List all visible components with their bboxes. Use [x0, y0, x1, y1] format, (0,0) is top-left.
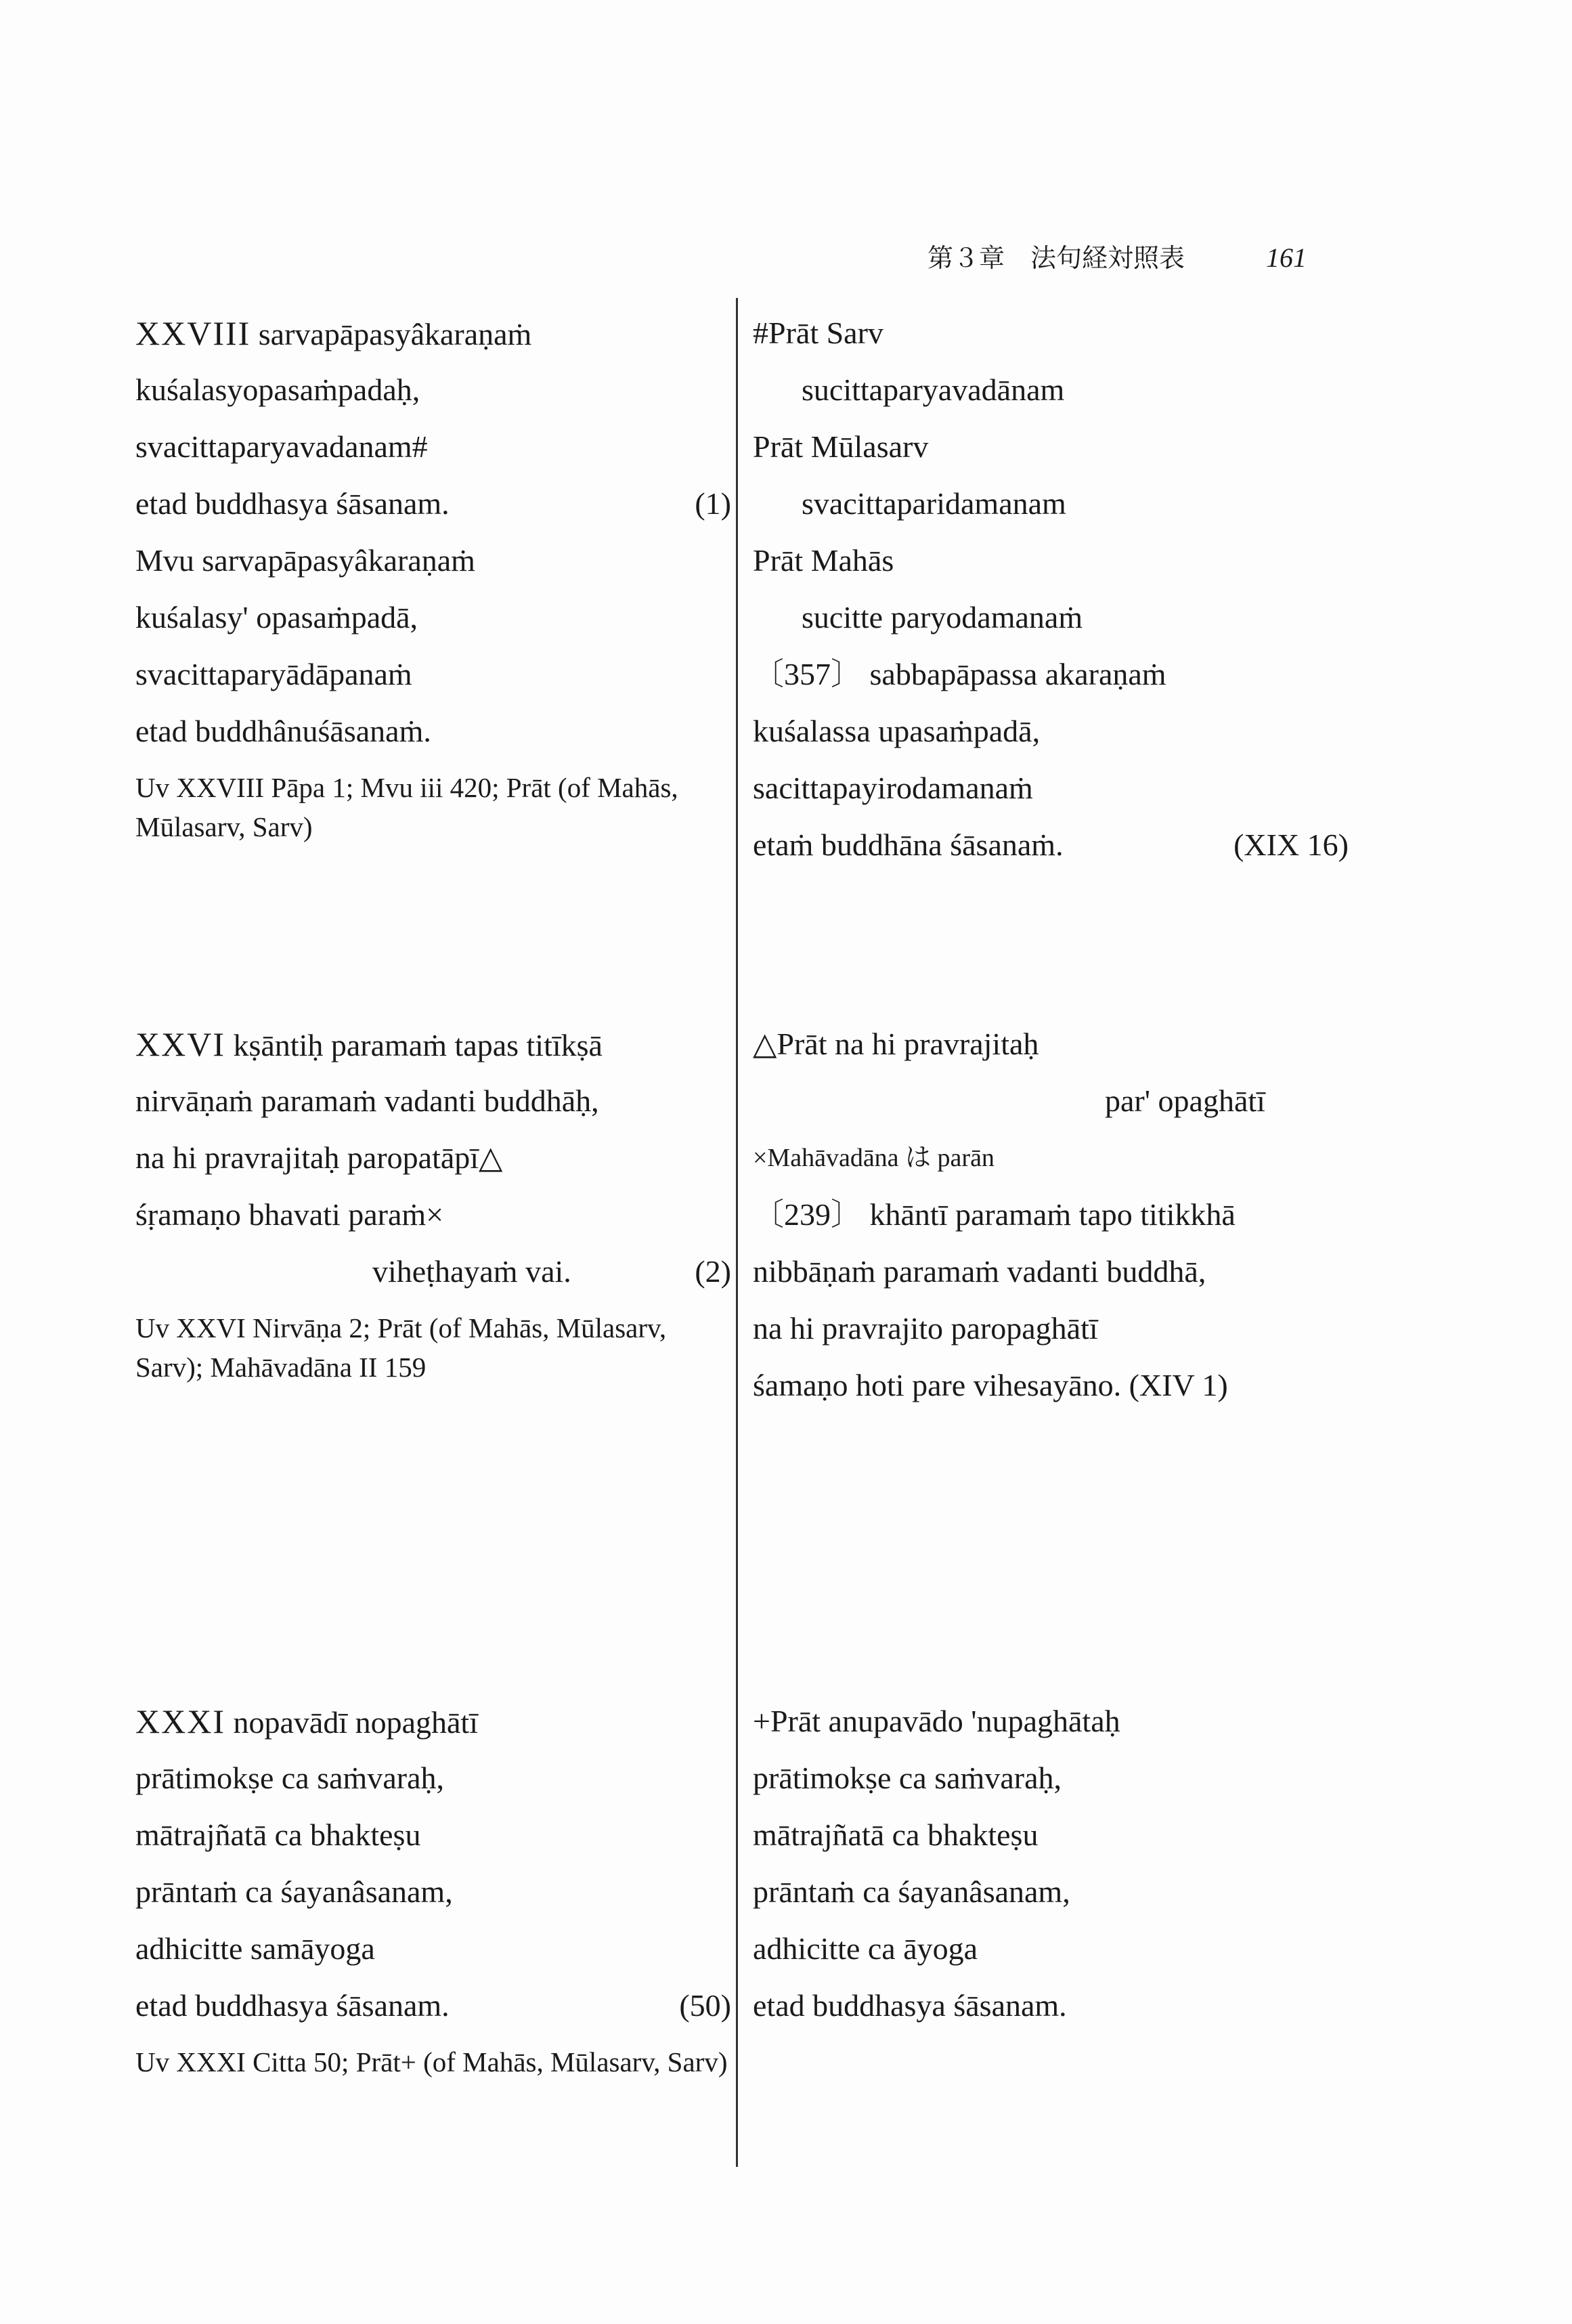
verse-line: svacittaparyādāpanaṁ — [135, 657, 412, 691]
verse-line: sucitte paryodamanaṁ — [802, 600, 1083, 634]
verse-line: śṛamaṇo bhavati paraṁ× — [135, 1197, 444, 1232]
verse-line: △Prāt na hi pravrajitaḥ — [753, 1027, 1039, 1061]
verse-line: etad buddhasya śāsanam. (50) — [135, 1977, 731, 2034]
verse-number: XXVI — [135, 1025, 225, 1063]
section-3-left — [135, 1693, 731, 2082]
verse-line: prāntaṁ ca śayanâsanam, — [135, 1874, 453, 1909]
verse-line: viheṭhayaṁ vai. (2) — [135, 1243, 731, 1300]
verse-line: prātimokṣe ca saṁvaraḥ, — [753, 1761, 1062, 1795]
section-1-right — [753, 305, 1349, 874]
verse-line: sucittaparyavadānam — [802, 372, 1065, 407]
verse-ref-number: (XIX 16) — [1233, 827, 1349, 862]
verse-number: XXVIII — [135, 314, 251, 352]
verse-line: etad buddhasya śāsanam. (1) — [135, 475, 731, 532]
verse-line: par' opaghātī — [1105, 1083, 1265, 1118]
reference-note: Uv XXXI Citta 50; Prāt+ (of Mahās, Mūlasarv, Sarv) — [135, 2046, 728, 2078]
column-divider — [736, 298, 738, 2167]
section-2-right — [753, 1016, 1349, 1414]
verse-line: prātimokṣe ca saṁvaraḥ, — [135, 1761, 444, 1795]
verse-line: XXVIII sarvapāpasyâkaraṇaṁ — [135, 314, 532, 352]
verse-line: na hi pravrajito paropaghātī — [753, 1311, 1098, 1346]
chapter-title: 第３章 法句経対照表 — [927, 244, 1185, 273]
verse-line: 〔357〕 sabbapāpassa akaraṇaṁ — [753, 657, 1166, 691]
verse-number: XXXI — [135, 1702, 225, 1740]
verse-line: śamaṇo hoti pare vihesayāno. (XIV 1) — [753, 1368, 1228, 1402]
section-2-left — [135, 1016, 731, 1387]
verse-line: adhicitte samāyoga — [135, 1931, 375, 1966]
verse-line: Prāt Mahās — [753, 543, 894, 578]
section-3-right — [753, 1693, 1349, 2034]
verse-line: kuśalasy' opasaṁpadā, — [135, 600, 418, 634]
verse-line: mātrajñatā ca bhakteṣu — [753, 1817, 1039, 1852]
verse-line: prāntaṁ ca śayanâsanam, — [753, 1874, 1070, 1909]
verse-line: sacittapayirodamanaṁ — [753, 771, 1033, 805]
verse-ref-number: (50) — [679, 1988, 731, 2023]
verse-line: #Prāt Sarv — [753, 316, 883, 350]
page-header — [927, 237, 1307, 274]
verse-line: Prāt Mūlasarv — [753, 429, 929, 464]
verse-line: nirvāṇaṁ paramaṁ vadanti buddhāḥ, — [135, 1083, 599, 1118]
verse-line: svacittaparyavadanam# — [135, 429, 428, 464]
verse-line: XXXI nopavādī nopaghātī — [135, 1702, 478, 1740]
verse-line: kuśalasyopasaṁpadaḥ, — [135, 372, 420, 407]
verse-line: XXVI kṣāntiḥ paramaṁ tapas titīkṣā — [135, 1025, 603, 1063]
verse-ref-number: (2) — [695, 1254, 731, 1289]
verse-line: adhicitte ca āyoga — [753, 1931, 978, 1966]
verse-line: 〔239〕 khāntī paramaṁ tapo titikkhā — [753, 1197, 1236, 1232]
verse-ref-number: (1) — [695, 486, 731, 521]
verse-line: etaṁ buddhāna śāsanaṁ. (XIX 16) — [753, 817, 1349, 874]
section-1-left — [135, 305, 731, 846]
verse-line: Mvu sarvapāpasyâkaraṇaṁ — [135, 543, 475, 578]
reference-note: Uv XXVIII Pāpa 1; Mvu iii 420; Prāt (of Mahās, Mūlasarv, Sarv) — [135, 772, 678, 842]
reference-note: Uv XXVI Nirvāṇa 2; Prāt (of Mahās, Mūlasarv, Sarv); Mahāvadāna II 159 — [135, 1312, 667, 1383]
footnote-line: ×Mahāvadāna は parān — [753, 1144, 995, 1172]
verse-line: etad buddhânuśāsanaṁ. — [135, 714, 431, 748]
verse-line: mātrajñatā ca bhakteṣu — [135, 1817, 421, 1852]
verse-line: etad buddhasya śāsanam. — [753, 1988, 1067, 2023]
verse-line: kuśalassa upasaṁpadā, — [753, 714, 1041, 748]
verse-line: svacittaparidamanam — [802, 486, 1066, 521]
verse-line: na hi pravrajitaḥ paropatāpī△ — [135, 1140, 503, 1175]
verse-line: nibbāṇaṁ paramaṁ vadanti buddhā, — [753, 1254, 1206, 1289]
page-number: 161 — [1266, 242, 1307, 273]
verse-line: +Prāt anupavādo 'nupaghātaḥ — [753, 1704, 1120, 1738]
